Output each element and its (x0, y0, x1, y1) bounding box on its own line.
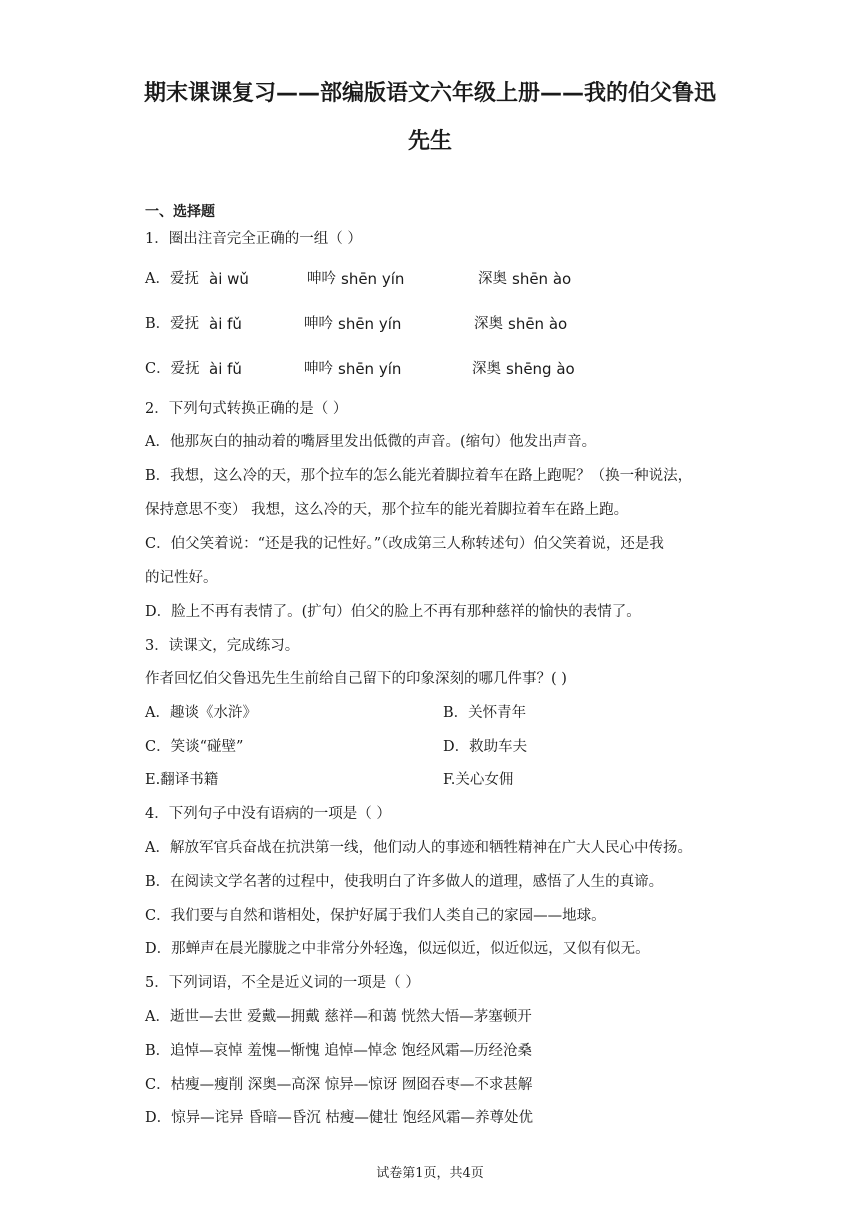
q3-stem: 3．读课文，完成练习。 (145, 638, 300, 654)
q2-option-d: D．脸上不再有表情了。(扩句）伯父的脸上不再有那种慈祥的愉快的表情了。 (145, 604, 641, 620)
q3-option-f: F.关心女佣 (443, 772, 514, 788)
section-heading: 一、选择题 (145, 204, 215, 220)
q3-option-e: E.翻译书籍 (145, 772, 219, 788)
q1-b-pinyin3: shēn ào (508, 315, 568, 333)
q4-stem: 4．下列句子中没有语病的一项是（ ） (145, 806, 391, 822)
q1-b-pinyin2: shēn yín (338, 315, 402, 333)
q1-a-word3: 深奥 (478, 271, 507, 287)
q5-option-a: A．逝世—去世 爱戴—拥戴 慈祥—和蔼 恍然大悟—茅塞顿开 (145, 1009, 532, 1025)
q1-c-word2: 呻吟 (304, 361, 333, 377)
q3-prompt: 作者回忆伯父鲁迅先生生前给自己留下的印象深刻的哪几件事？( ) (145, 671, 567, 687)
q5-stem: 5．下列词语，不全是近义词的一项是（ ） (145, 975, 420, 991)
q4-option-d: D．那蝉声在晨光朦胧之中非常分外轻逸，似远似近，似近似远，又似有似无。 (145, 941, 650, 957)
q5-option-d: D．惊异—诧异 昏暗—昏沉 枯瘦—健壮 饱经风霜—养尊处优 (145, 1110, 533, 1126)
q1-a-word1: A．爱抚 (145, 271, 199, 287)
page-footer: 试卷第1页，共4页 (376, 1166, 484, 1181)
page-title (0, 70, 860, 166)
q1-b-word2: 呻吟 (304, 316, 333, 332)
q4-option-a: A．解放军官兵奋战在抗洪第一线，他们动人的事迹和牺牲精神在广大人民心中传扬。 (145, 840, 692, 856)
q1-b-word1: B．爱抚 (145, 316, 200, 332)
q1-b-word3: 深奥 (474, 316, 503, 332)
q2-option-c-line1: C．伯父笑着说：“还是我的记性好。”（改成第三人称转述句）伯父笑着说，还是我 (145, 536, 664, 552)
q4-option-b: B．在阅读文学名著的过程中，使我明白了许多做人的道理，感悟了人生的真谛。 (145, 874, 664, 890)
q1-c-pinyin2: shēn yín (338, 360, 402, 378)
q2-stem: 2．下列句式转换正确的是（ ） (145, 401, 348, 417)
q3-option-c: C．笑谈“碰壁” (145, 739, 244, 755)
q5-option-b: B．追悼—哀悼 羞愧—惭愧 追悼—悼念 饱经风霜—历经沧桑 (145, 1043, 532, 1059)
q1-a-word2: 呻吟 (307, 271, 336, 287)
q3-option-b: B．关怀青年 (443, 705, 527, 721)
q2-option-b-line1: B．我想，这么冷的天，那个拉车的怎么能光着脚拉着车在路上跑呢？（换一种说法， (145, 468, 693, 484)
title-line-1: 期末课课复习——部编版语文六年级上册——我的伯父鲁迅 (143, 81, 716, 106)
q2-option-b-line2: 保持意思不变） 我想，这么冷的天，那个拉车的能光着脚拉着车在路上跑。 (145, 502, 629, 518)
q2-option-c-line2: 的记性好。 (145, 570, 218, 586)
q1-a-pinyin1: ài wǔ (209, 270, 249, 288)
q1-b-pinyin1: ài fǔ (209, 315, 242, 333)
q1-c-word3: 深奥 (472, 361, 501, 377)
q2-option-a: A．他那灰白的抽动着的嘴唇里发出低微的声音。(缩句）他发出声音。 (145, 434, 597, 450)
q1-c-pinyin1: ài fǔ (209, 360, 242, 378)
q3-option-a: A．趣谈《水浒》 (145, 705, 257, 721)
q3-option-d: D．救助车夫 (443, 739, 528, 755)
q1-a-pinyin2: shēn yín (341, 270, 405, 288)
q1-c-pinyin3: shēng ào (506, 360, 575, 378)
q5-option-c: C．枯瘦—瘦削 深奥—高深 惊异—惊讶 囫囵吞枣—不求甚解 (145, 1077, 533, 1093)
q4-option-c: C．我们要与自然和谐相处，保护好属于我们人类自己的家园——地球。 (145, 908, 606, 924)
q1-c-word1: C．爱抚 (145, 361, 200, 377)
q1-stem: 1．圈出注音完全正确的一组（ ） (145, 231, 362, 247)
q1-a-pinyin3: shēn ào (512, 270, 572, 288)
title-line-2: 先生 (407, 129, 452, 154)
